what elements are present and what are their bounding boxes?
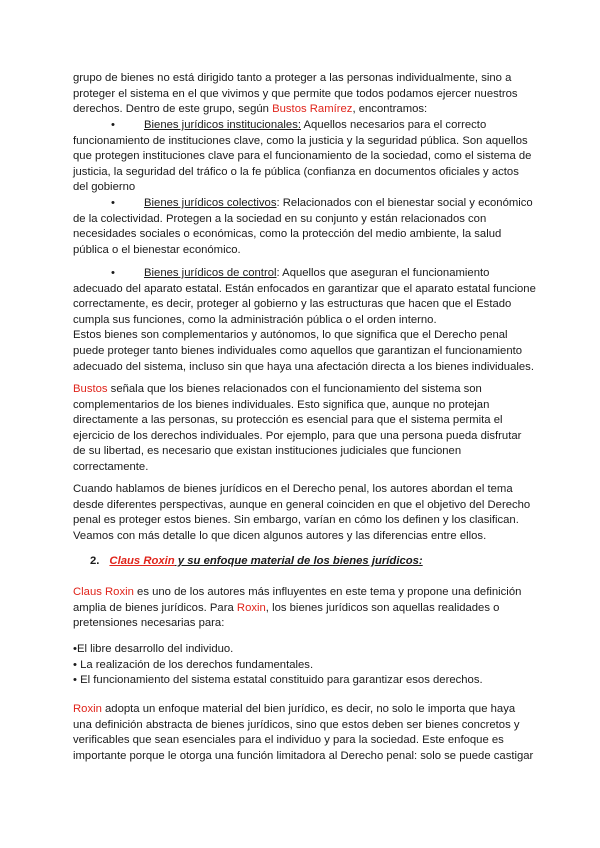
para-line xyxy=(73,702,543,718)
intro-text: , encontramos: xyxy=(352,103,428,116)
author-name: Bustos Ramírez xyxy=(272,103,353,116)
bullet-line: adecuado del sistema, incluso sin que haya una afectación directa a los bienes individuales. xyxy=(73,360,534,373)
bullet-icon: • xyxy=(111,267,115,279)
author-name: Roxin xyxy=(73,703,102,715)
roxin-material-paragraph xyxy=(73,702,543,764)
para-text: es uno de los autores más influyentes en este tema y propone una definición xyxy=(133,586,522,598)
para-line: penal es proteger estos bienes. Sin embargo, varían en cómo los definen y los clasifican. xyxy=(73,514,519,527)
bullet-term: Bienes jurídicos colectivos xyxy=(144,197,277,209)
bullet-institucionales xyxy=(73,118,543,196)
heading-number: 2. xyxy=(90,555,100,567)
bullet-colectivos xyxy=(73,196,543,258)
bullet-term: Bienes jurídicos institucionales: xyxy=(144,119,301,131)
roxin-paragraph xyxy=(73,585,543,632)
author-name: Bustos xyxy=(73,383,108,395)
intro-text: derechos. Dentro de este grupo, según xyxy=(73,103,273,116)
bullet-line: de la colectividad. Protegen a la sociedad en su conjunto y están relacionados con xyxy=(73,212,487,225)
para-line: correctamente. xyxy=(73,460,149,473)
bullet-first-line xyxy=(73,266,543,282)
bullet-term: Bienes jurídicos de control xyxy=(144,267,277,279)
para-line: verificables que sean esenciales para el individuo y para la sociedad. Este enfoque es xyxy=(73,734,504,747)
bullet-line: cumpla sus funciones, como la administración pública o el orden interno. xyxy=(73,313,437,326)
authors-paragraph xyxy=(73,482,543,544)
para-line: directamente a las personas, su protección es esencial para que el sistema permita el xyxy=(73,414,503,427)
bullet-first-line xyxy=(73,196,543,212)
section-heading xyxy=(73,554,543,570)
para-line: de su libertad, es necesario que existan instituciones judiciales que funcionen xyxy=(73,445,462,458)
bullet-line: adecuado del aparato estatal. Están enfocados en garantizar que el aparato estatal funcione xyxy=(73,282,536,295)
para-line: Cuando hablamos de bienes jurídicos en el Derecho penal, los autores abordan el tema xyxy=(73,483,513,495)
bullet-text: : Aquellos que aseguran el funcionamiento xyxy=(276,267,490,279)
para-text: adopta un enfoque material del bien jurídico, es decir, no solo le importa que haya xyxy=(101,703,516,715)
bullet-text: : Relacionados con el bienestar social y económico xyxy=(276,197,533,209)
bullet-line: justicia, la seguridad del tráfico o la fe pública (confianza en documentos oficiales y actos xyxy=(73,165,519,178)
bullet-control xyxy=(73,266,543,375)
bullet-first-line xyxy=(73,118,543,134)
heading-author: Claus Roxin xyxy=(109,555,175,567)
para-line xyxy=(73,382,543,398)
bullet-line: Estos bienes son complementarios y autónomos, lo que significa que el Derecho penal xyxy=(73,329,508,342)
bullet-icon: • xyxy=(111,119,115,131)
bullet-line: del gobierno xyxy=(73,181,136,194)
bullet-line: pública o el bienestar económico. xyxy=(73,243,241,256)
list-item: •El libre desarrollo del individuo. xyxy=(73,643,234,655)
intro-line: grupo de bienes no está dirigido tanto a proteger a las personas individualmente, sino a xyxy=(73,72,512,84)
author-name: Roxin xyxy=(236,601,266,614)
para-line: Veamos con más detalle lo que dicen algunos autores y las diferencias entre ellos. xyxy=(73,529,487,542)
bullet-line: funcionamiento de instituciones clave, como la justicia y la seguridad pública. Son aquellos xyxy=(73,134,528,147)
para-text: amplia de bienes jurídicos. Para xyxy=(73,601,237,614)
para-text: , los bienes jurídicos son aquellas realidades o xyxy=(265,601,500,614)
list-item: • El funcionamiento del sistema estatal constituido para garantizar esos derechos. xyxy=(73,674,483,687)
para-line: una definición abstracta de bienes jurídicos, sino que estos deben ser bienes concretos y xyxy=(73,718,520,731)
heading-text: y su enfoque material de los bienes jurídicos: xyxy=(174,555,423,567)
list-item: • La realización de los derechos fundamentales. xyxy=(73,658,314,671)
bullet-line: correctamente, es decir, proteger al gobierno y las estructuras que hacen que el Estado xyxy=(73,298,512,311)
bustos-paragraph xyxy=(73,382,543,476)
bullet-text: Aquellos necesarios para el correcto xyxy=(300,119,487,131)
intro-paragraph xyxy=(73,71,543,118)
para-line: importante porque le otorga una función limitadora al Derecho penal: solo se puede castigar xyxy=(73,749,534,762)
bullet-line: puede proteger tanto bienes individuales como aquellos que garantizan el funcionamiento xyxy=(73,344,523,357)
bullet-line: necesidades sociales o económicas, como la protección del medio ambiente, la salud xyxy=(73,228,502,241)
bullet-icon: • xyxy=(111,197,115,209)
para-line: desde diferentes perspectivas, aunque en general coinciden en que el objetivo del Derecho xyxy=(73,498,531,511)
author-name: Claus Roxin xyxy=(73,586,134,598)
roxin-list xyxy=(73,642,543,689)
para-line: pretensiones necesarias para: xyxy=(73,617,225,630)
para-line xyxy=(73,601,543,617)
bullet-line: que protegen instituciones clave para el funcionamiento de la sociedad, como el sistema de xyxy=(73,150,532,163)
intro-line xyxy=(73,102,543,118)
para-line: ejercicio de los derechos individuales. Por ejemplo, para que una persona pueda disfrutar xyxy=(73,429,522,442)
intro-line: proteger el sistema en el que vivimos y que permite que todos podamos ejercer nuestros xyxy=(73,87,518,100)
para-line: complementarios de los bienes individuales. Esto significa que, aunque no protejan xyxy=(73,398,490,411)
para-text: señala que los bienes relacionados con el funcionamiento del sistema son xyxy=(107,383,482,395)
para-line xyxy=(73,585,543,601)
